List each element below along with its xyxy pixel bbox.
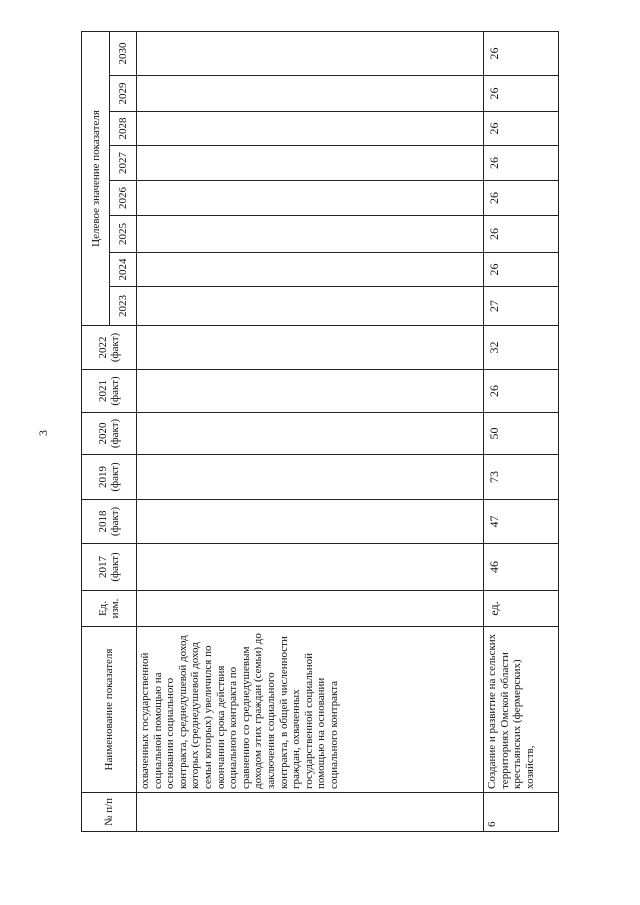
table-row	[484, 31, 559, 831]
row-name: охваченных государственной социальной помощью на основании социального контракта, среднедушевой доход которых (среднедушевой доход семьи которых) увеличился по окончании срока действия социального контракта по сравнению со среднедушевым доходом этих граждан (семьи) до заключения социального контракта, в общей численности граждан, охваченных государственной социальной помощью на основании социального контракта	[137, 627, 484, 793]
row-target-2029: 26	[484, 76, 559, 112]
row-target-2027: 26	[484, 146, 559, 181]
row-fact-2021	[137, 370, 484, 413]
row-target-2029	[137, 76, 484, 112]
header-fact-2017: 2017 (факт)	[82, 544, 137, 591]
rotated-table-container	[81, 42, 558, 832]
row-num: 6	[484, 793, 559, 832]
row-fact-2020	[137, 413, 484, 455]
header-fact-2022: 2022 (факт)	[82, 326, 137, 370]
row-target-2026: 26	[484, 181, 559, 216]
header-target-2028: 2028	[110, 112, 137, 146]
row-fact-2017	[137, 544, 484, 591]
row-target-2025	[137, 216, 484, 253]
row-fact-2017: 46	[484, 544, 559, 591]
row-fact-2022: 32	[484, 326, 559, 370]
row-name: Создание и развитие на сельских территориях Омской области крестьянских (фермерских) хозяйств,	[484, 627, 559, 793]
row-num	[137, 793, 484, 832]
page-number: 3	[36, 430, 50, 436]
row-fact-2022	[137, 326, 484, 370]
row-fact-2019: 73	[484, 455, 559, 500]
row-fact-2018	[137, 500, 484, 544]
row-unit	[137, 591, 484, 627]
header-target-2027: 2027	[110, 146, 137, 181]
header-target-2029: 2029	[110, 76, 137, 112]
header-target-2024: 2024	[110, 253, 137, 287]
header-target-group: Целевое значение показателя	[82, 31, 110, 325]
header-target-2023: 2023	[110, 287, 137, 326]
row-target-2028	[137, 112, 484, 146]
header-unit: Ед. изм.	[82, 591, 137, 627]
row-target-2023: 27	[484, 287, 559, 326]
row-target-2026	[137, 181, 484, 216]
header-target-2025: 2025	[110, 216, 137, 253]
row-fact-2019	[137, 455, 484, 500]
row-fact-2020: 50	[484, 413, 559, 455]
header-fact-2021: 2021 (факт)	[82, 370, 137, 413]
table-row	[137, 31, 484, 831]
header-target-2026: 2026	[110, 181, 137, 216]
indicators-table	[81, 31, 559, 832]
header-fact-2018: 2018 (факт)	[82, 500, 137, 544]
row-fact-2018: 47	[484, 500, 559, 544]
row-target-2028: 26	[484, 112, 559, 146]
header-num: № п/п	[82, 793, 137, 832]
row-target-2024	[137, 253, 484, 287]
header-target-2030: 2030	[110, 31, 137, 75]
row-target-2030: 26	[484, 31, 559, 75]
header-name: Наименование показателя	[82, 627, 137, 793]
row-target-2027	[137, 146, 484, 181]
row-target-2025: 26	[484, 216, 559, 253]
row-target-2030	[137, 31, 484, 75]
row-target-2024: 26	[484, 253, 559, 287]
header-fact-2019: 2019 (факт)	[82, 455, 137, 500]
row-target-2023	[137, 287, 484, 326]
row-unit: ед.	[484, 591, 559, 627]
header-fact-2020: 2020 (факт)	[82, 413, 137, 455]
row-fact-2021: 26	[484, 370, 559, 413]
